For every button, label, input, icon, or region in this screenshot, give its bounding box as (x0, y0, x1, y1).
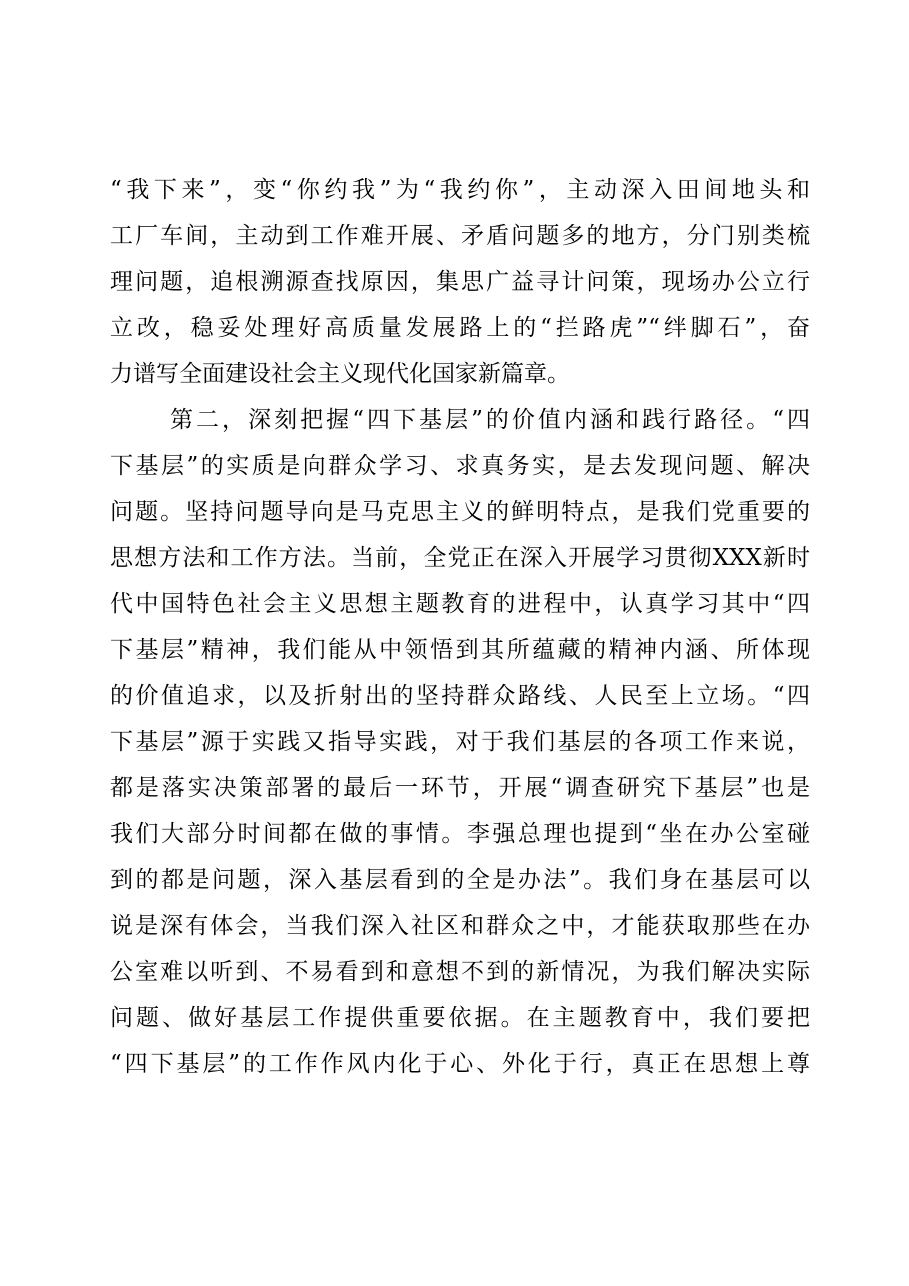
paragraph-2-line-15: “四下基层”的工作作风内化于心、外化于行，真正在思想上尊 (110, 1051, 810, 1077)
paragraph-1-line-1: “我下来”，变“你约我”为“我约你”，主动深入田间地头和 (110, 177, 810, 203)
paragraph-1-line-4: 立改，稳妥处理好高质量发展路上的“拦路虎”“绊脚石”，奋 (110, 315, 810, 341)
paragraph-2-line-12: 说是深有体会，当我们深入社区和群众之中，才能获取那些在办 (110, 913, 810, 939)
paragraph-2-line-8: 下基层”源于实践又指导实践，对于我们基层的各项工作来说， (110, 729, 810, 755)
paragraph-1-line-3: 理问题，追根溯源查找原因，集思广益寻计问策，现场办公立行 (110, 269, 810, 295)
paragraph-2-line-10: 我们大部分时间都在做的事情。李强总理也提到“坐在办公室碰 (110, 821, 810, 847)
paragraph-2-line-7: 的价值追求，以及折射出的坚持群众路线、人民至上立场。“四 (110, 683, 810, 709)
paragraph-2-line-4: 思想方法和工作方法。当前，全党正在深入开展学习贯彻XXX新时 (110, 545, 810, 571)
document-body (110, 167, 810, 1087)
paragraph-2-line-6: 下基层”精神，我们能从中领悟到其所蕴藏的精神内涵、所体现 (110, 637, 810, 663)
paragraph-1-line-2: 工厂车间，主动到工作难开展、矛盾问题多的地方，分门别类梳 (110, 223, 810, 249)
paragraph-2-line-2: 下基层”的实质是向群众学习、求真务实，是去发现问题、解决 (110, 453, 810, 479)
paragraph-2-line-9: 都是落实决策部署的最后一环节，开展“调查研究下基层”也是 (110, 775, 810, 801)
paragraph-1-line-5: 力谱写全面建设社会主义现代化国家新篇章。 (110, 361, 570, 387)
paragraph-2-line-5: 代中国特色社会主义思想主题教育的进程中，认真学习其中“四 (110, 591, 810, 617)
paragraph-2-line-13: 公室难以听到、不易看到和意想不到的新情况，为我们解决实际 (110, 959, 810, 985)
paragraph-2-line-11: 到的都是问题，深入基层看到的全是办法”。我们身在基层可以 (110, 867, 810, 893)
paragraph-2-line-3: 问题。坚持问题导向是马克思主义的鲜明特点，是我们党重要的 (110, 499, 810, 525)
paragraph-2-line-1: 第二，深刻把握“四下基层”的价值内涵和践行路径。“四 (170, 407, 810, 433)
paragraph-2-line-14: 问题、做好基层工作提供重要依据。在主题教育中，我们要把 (110, 1005, 810, 1031)
